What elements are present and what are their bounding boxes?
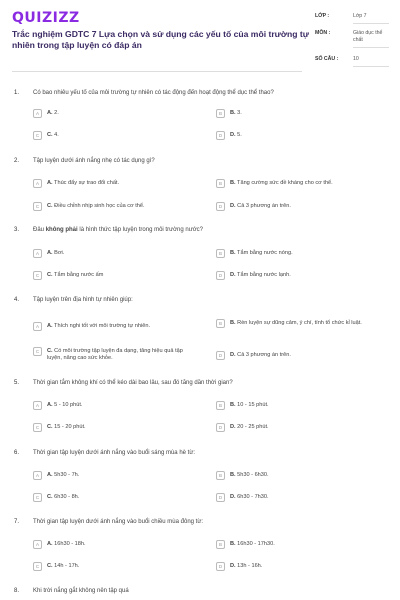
count-underline — [353, 66, 389, 67]
question-text: Thời gian tập luyện dưới ánh nắng vào buổi chiều mùa đông từ: — [33, 519, 204, 525]
option-letter: D. — [230, 352, 236, 358]
option-letter: D. — [230, 424, 236, 430]
option-text: Có môi trường tập luyện đa dạng, tăng hiệu quả tập luyện, nâng cao sức khỏe. — [47, 348, 183, 361]
question-text: Khi trời nắng gắt không nên tập quá — [33, 588, 129, 594]
option-box[interactable]: A — [33, 179, 42, 188]
option-box[interactable]: A — [33, 401, 42, 410]
option-letter: D. — [230, 203, 236, 209]
option-letter: C. — [47, 272, 53, 278]
option-text: 20 - 25 phút. — [237, 424, 269, 430]
option-letter: A. — [47, 250, 53, 256]
option-box[interactable]: D — [216, 271, 225, 280]
option-text: Tắm bằng nước ấm — [54, 272, 104, 278]
option-text: Tắm bằng nước lạnh. — [237, 272, 291, 278]
emphasis-text: không phải — [45, 227, 78, 233]
option-letter: B. — [230, 402, 236, 408]
question-number: 8. — [14, 588, 20, 594]
option-box[interactable]: B — [216, 401, 225, 410]
option-letter: A. — [47, 323, 53, 329]
question-number: 6. — [14, 450, 20, 456]
option-box[interactable]: B — [216, 179, 225, 188]
question-number: 1. — [14, 90, 20, 96]
option-text: 6h30 - 8h. — [54, 494, 80, 500]
option-letter: A. — [47, 402, 53, 408]
option-text: Bơi. — [54, 250, 65, 256]
quizizz-logo: QUIZIZZ — [12, 10, 80, 26]
option-letter: A. — [47, 472, 53, 478]
option-text: 5h30 - 7h. — [54, 472, 80, 478]
option-box[interactable]: D — [216, 493, 225, 502]
option-box[interactable]: C — [33, 271, 42, 280]
option-text: 16h30 - 18h. — [54, 541, 86, 547]
subject-label: MÔN : — [315, 30, 331, 36]
option-box[interactable]: A — [33, 322, 42, 331]
option-text: Thích nghi tốt với môi trường tự nhiên. — [54, 323, 151, 329]
option-box[interactable]: A — [33, 471, 42, 480]
option-box[interactable]: B — [216, 319, 225, 328]
question-text: Có bao nhiêu yếu tố của môi trường tự nhiên có tác động đến hoạt động thể dục thể thao? — [33, 90, 274, 96]
option-box[interactable]: B — [216, 471, 225, 480]
option-text: Điều chỉnh nhịp sinh học của cơ thể. — [54, 203, 145, 209]
option-box[interactable]: B — [216, 109, 225, 118]
option-text: Tắm bằng nước nóng. — [237, 250, 293, 256]
option-letter: C. — [47, 424, 53, 430]
option-box[interactable]: B — [216, 249, 225, 258]
title-divider — [12, 71, 302, 72]
option-box[interactable]: A — [33, 109, 42, 118]
question-number: 2. — [14, 158, 20, 164]
count-label: SỐ CÂU : — [315, 56, 339, 62]
option-text: Cả 3 phương án trên. — [237, 203, 291, 209]
option-text: 3. — [237, 110, 242, 116]
option-letter: B. — [230, 180, 236, 186]
option-letter: A. — [47, 541, 53, 547]
question-number: 7. — [14, 519, 20, 525]
option-letter: B. — [230, 110, 236, 116]
question-text: Tập luyện dưới ánh nắng nhẹ có tác dụng gì? — [33, 158, 155, 164]
option-text: 4. — [54, 132, 59, 138]
option-box[interactable]: D — [216, 202, 225, 211]
option-letter: C. — [47, 132, 53, 138]
question-text: Đâu không phải là hình thức tập luyện trong môi trường nước? — [33, 227, 204, 233]
option-letter: B. — [230, 541, 236, 547]
option-text: 5 - 10 phút. — [54, 402, 83, 408]
count-value: 10 — [353, 56, 359, 62]
option-letter: B. — [230, 250, 236, 256]
option-text: 6h30 - 7h30. — [237, 494, 269, 500]
question-text: Thời gian tắm không khí có thể kéo dài bao lâu, sau đó tăng dần thời gian? — [33, 380, 233, 386]
subject-underline — [353, 47, 389, 48]
option-letter: B. — [230, 320, 236, 326]
question-text: Tập luyện trên địa hình tự nhiên giúp: — [33, 297, 133, 303]
option-box[interactable]: D — [216, 351, 225, 360]
option-letter: C. — [47, 203, 53, 209]
class-underline — [353, 23, 389, 24]
option-letter: A. — [47, 110, 53, 116]
option-box[interactable]: B — [216, 540, 225, 549]
option-letter: B. — [230, 472, 236, 478]
option-text: 16h30 - 17h30. — [237, 541, 275, 547]
class-label: LỚP : — [315, 13, 330, 19]
subject-value: Giáo dục thể chất — [353, 30, 383, 43]
option-box[interactable]: D — [216, 423, 225, 432]
option-letter: D. — [230, 132, 236, 138]
option-text: Tăng cường sức đề kháng cho cơ thể. — [237, 180, 333, 186]
option-letter: C. — [47, 348, 53, 354]
option-box[interactable]: C — [33, 347, 42, 356]
option-box[interactable]: A — [33, 249, 42, 258]
option-text: 10 - 15 phút. — [237, 402, 269, 408]
option-box[interactable]: C — [33, 423, 42, 432]
option-letter: D. — [230, 494, 236, 500]
option-text: 5. — [237, 132, 242, 138]
option-text: 13h - 16h. — [237, 563, 263, 569]
option-text: 2. — [54, 110, 59, 116]
option-text: Thúc đẩy sự trao đổi chất. — [54, 180, 120, 186]
option-box[interactable]: A — [33, 540, 42, 549]
option-text: 15 - 20 phút. — [54, 424, 86, 430]
option-box[interactable]: D — [216, 131, 225, 140]
question-number: 3. — [14, 227, 20, 233]
option-letter: D. — [230, 563, 236, 569]
worksheet-header — [0, 0, 400, 82]
option-box[interactable]: D — [216, 562, 225, 571]
option-text: Cả 3 phương án trên. — [237, 352, 291, 358]
option-text: 5h30 - 6h30. — [237, 472, 269, 478]
option-box[interactable]: C — [33, 493, 42, 502]
option-box[interactable]: C — [33, 562, 42, 571]
option-text: Rèn luyện sự dũng cảm, ý chí, tính tổ chức kỉ luật. — [237, 320, 362, 326]
option-box[interactable]: C — [33, 202, 42, 211]
option-letter: D. — [230, 272, 236, 278]
question-text: Thời gian tập luyện dưới ánh nắng vào buổi sáng mùa hè từ: — [33, 450, 196, 456]
option-letter: A. — [47, 180, 53, 186]
option-box[interactable]: C — [33, 131, 42, 140]
option-text: 14h - 17h. — [54, 563, 80, 569]
option-letter: C. — [47, 563, 53, 569]
option-letter: C. — [47, 494, 53, 500]
class-value: Lớp 7 — [353, 13, 367, 19]
question-number: 4. — [14, 297, 20, 303]
worksheet-title: Trắc nghiệm GDTC 7 Lựa chọn và sử dụng các yếu tố của môi trường tự nhiên trong tập luyện có đáp án — [12, 29, 309, 50]
question-number: 5. — [14, 380, 20, 386]
